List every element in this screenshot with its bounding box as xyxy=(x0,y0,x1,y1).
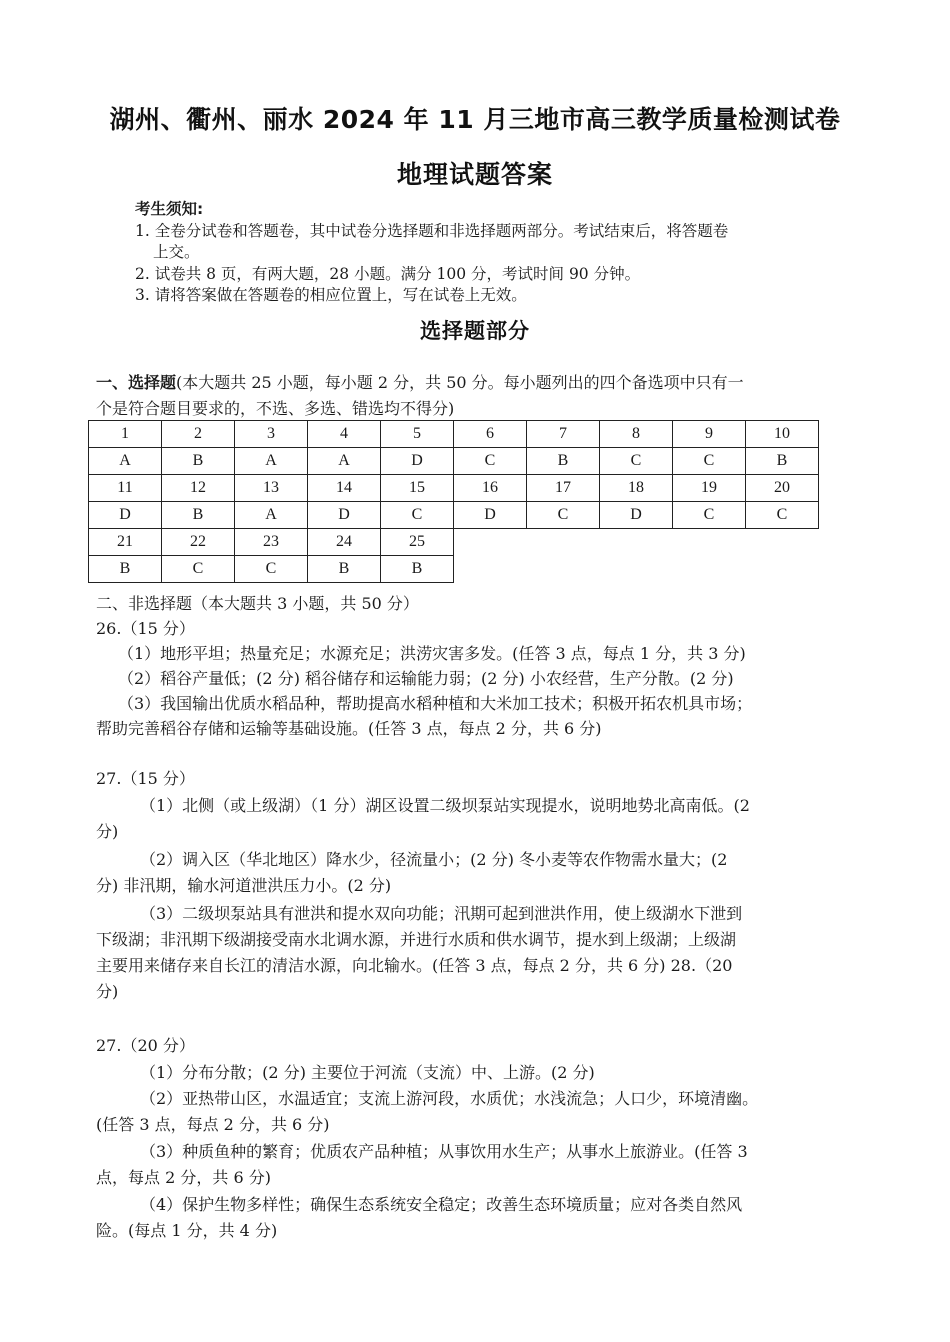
question-number-cell: 4 xyxy=(308,421,381,448)
q27-heading: 27.（15 分） xyxy=(96,769,195,788)
question-number-cell: 16 xyxy=(454,475,527,502)
answer-cell: B xyxy=(746,448,819,475)
answer-cell: D xyxy=(308,502,381,529)
page-subtitle: 地理试题答案 xyxy=(396,160,553,189)
q28-part4-continued: 险。(每点 1 分，共 4 分) xyxy=(96,1221,278,1240)
table-row-question-numbers xyxy=(89,475,819,502)
empty-cell xyxy=(454,529,527,556)
answer-cell: A xyxy=(235,448,308,475)
answer-cell: D xyxy=(89,502,162,529)
notice-item-3: 3. 请将答案做在答题卷的相应位置上，写在试卷上无效。 xyxy=(135,286,527,304)
question-number-cell: 10 xyxy=(746,421,819,448)
empty-cell xyxy=(746,529,819,556)
answer-cell: C xyxy=(673,502,746,529)
question-number-cell: 3 xyxy=(235,421,308,448)
question-number-cell: 15 xyxy=(381,475,454,502)
question-number-cell: 17 xyxy=(527,475,600,502)
answer-cell: D xyxy=(600,502,673,529)
question-number-cell: 7 xyxy=(527,421,600,448)
question-number-cell: 22 xyxy=(162,529,235,556)
q28-heading: 27.（20 分） xyxy=(96,1036,195,1055)
table-row-answers xyxy=(89,448,819,475)
q28-part3-continued: 点，每点 2 分，共 6 分) xyxy=(96,1168,271,1187)
answer-cell: C xyxy=(600,448,673,475)
q27-part1: （1）北侧（或上级湖）（1 分）湖区设置二级坝泵站实现提水，说明地势北高南低。(2 xyxy=(140,796,750,815)
empty-cell xyxy=(673,556,746,583)
q26-part1: （1）地形平坦；热量充足；水源充足；洪涝灾害多发。(任答 3 点，每点 1 分，共 3 分) xyxy=(118,644,746,663)
q27-part3: （3）二级坝泵站具有泄洪和提水双向功能；汛期可起到泄洪作用，使上级湖水下泄到 xyxy=(140,904,743,923)
empty-cell xyxy=(527,529,600,556)
question-number-cell: 14 xyxy=(308,475,381,502)
answer-cell: D xyxy=(381,448,454,475)
answer-table xyxy=(88,420,819,583)
empty-cell xyxy=(673,529,746,556)
answer-cell: B xyxy=(162,448,235,475)
question-number-cell: 11 xyxy=(89,475,162,502)
q27-part2: （2）调入区（华北地区）降水少，径流量小；(2 分) 冬小麦等农作物需水量大；(2 xyxy=(140,850,728,869)
question-number-cell: 8 xyxy=(600,421,673,448)
choice-section-heading xyxy=(96,370,744,393)
question-number-cell: 2 xyxy=(162,421,235,448)
exam-notice xyxy=(135,199,825,307)
nonchoice-section-heading: 二、非选择题（本大题共 3 小题，共 50 分） xyxy=(96,594,419,613)
answer-cell: B xyxy=(89,556,162,583)
question-number-cell: 13 xyxy=(235,475,308,502)
notice-heading: 考生须知: xyxy=(135,200,204,218)
q26-part3: （3）我国输出优质水稻品种，帮助提高水稻种植和大米加工技术；积极开拓农机具市场； xyxy=(118,694,753,713)
notice-item-2: 2. 试卷共 8 页，有两大题，28 小题。满分 100 分，考试时间 90 分钟。 xyxy=(135,264,641,283)
answer-cell: B xyxy=(527,448,600,475)
answer-cell: C xyxy=(381,502,454,529)
table-row-answers xyxy=(89,556,819,583)
table-row-answers xyxy=(89,502,819,529)
question-number-cell: 20 xyxy=(746,475,819,502)
question-number-cell: 5 xyxy=(381,421,454,448)
q28-part3: （3）种质鱼种的繁育；优质农产品种植；从事饮用水生产；从事水上旅游业。(任答 3 xyxy=(140,1142,748,1161)
answer-cell: C xyxy=(527,502,600,529)
empty-cell xyxy=(527,556,600,583)
answer-cell: B xyxy=(381,556,454,583)
page-title: 湖州、衢州、丽水 2024 年 11 月三地市高三教学质量检测试卷 xyxy=(109,105,841,134)
answer-cell: A xyxy=(235,502,308,529)
choice-section-title: 选择题部分 xyxy=(420,319,530,343)
question-number-cell: 12 xyxy=(162,475,235,502)
answer-cell: A xyxy=(308,448,381,475)
answer-cell: C xyxy=(235,556,308,583)
q28-part1: （1）分布分散；(2 分) 主要位于河流（支流）中、上游。(2 分) xyxy=(140,1063,595,1082)
question-number-cell: 19 xyxy=(673,475,746,502)
question-number-cell: 1 xyxy=(89,421,162,448)
choice-heading-text: (本大题共 25 小题，每小题 2 分，共 50 分。每小题列出的四个备选项中只有一 xyxy=(176,373,744,392)
table-row-question-numbers xyxy=(89,421,819,448)
answer-cell: C xyxy=(162,556,235,583)
question-number-cell: 9 xyxy=(673,421,746,448)
question-number-cell: 23 xyxy=(235,529,308,556)
notice-item-1-continued: 上交。 xyxy=(153,243,200,261)
empty-cell xyxy=(454,556,527,583)
q27-part1-continued: 分) xyxy=(96,822,119,841)
question-number-cell: 6 xyxy=(454,421,527,448)
q27-part2-continued: 分) 非汛期，输水河道泄洪压力小。(2 分) xyxy=(96,876,392,895)
q28-part4: （4）保护生物多样性；确保生态系统安全稳定；改善生态环境质量；应对各类自然风 xyxy=(140,1195,743,1214)
q26-part2: （2）稻谷产量低；(2 分) 稻谷储存和运输能力弱；(2 分) 小农经营，生产分散。(2 分) xyxy=(118,669,734,688)
q28-part2-continued: (任答 3 点，每点 2 分，共 6 分) xyxy=(96,1115,330,1134)
empty-cell xyxy=(600,556,673,583)
question-number-cell: 21 xyxy=(89,529,162,556)
table-row-question-numbers xyxy=(89,529,819,556)
answer-cell: B xyxy=(308,556,381,583)
q26-heading: 26.（15 分） xyxy=(96,619,195,638)
notice-item-1: 1. 全卷分试卷和答题卷，其中试卷分选择题和非选择题两部分。考试结束后，将答题卷 xyxy=(135,221,729,240)
empty-cell xyxy=(600,529,673,556)
answer-cell: B xyxy=(162,502,235,529)
q27-part3-line3: 主要用来储存来自长江的清洁水源，向北输水。(任答 3 点，每点 2 分，共 6 分) 28.（20 xyxy=(96,956,733,975)
question-number-cell: 24 xyxy=(308,529,381,556)
answer-cell: C xyxy=(673,448,746,475)
answer-cell: D xyxy=(454,502,527,529)
q27-part3-line2: 下级湖；非汛期下级湖接受南水北调水源，并进行水质和供水调节，提水到上级湖；上级湖 xyxy=(96,930,737,949)
empty-cell xyxy=(746,556,819,583)
question-number-cell: 18 xyxy=(600,475,673,502)
q28-part2: （2）亚热带山区，水温适宜；支流上游河段，水质优；水浅流急；人口少，环境清幽。 xyxy=(140,1089,759,1108)
question-number-cell: 25 xyxy=(381,529,454,556)
q26-part3-continued: 帮助完善稻谷存储和运输等基础设施。(任答 3 点，每点 2 分，共 6 分) xyxy=(96,719,602,738)
choice-heading-line2: 个是符合题目要求的，不选、多选、错选均不得分) xyxy=(96,399,455,418)
answer-cell: A xyxy=(89,448,162,475)
answer-cell: C xyxy=(746,502,819,529)
q27-part3-line4: 分) xyxy=(96,982,119,1001)
answer-cell: C xyxy=(454,448,527,475)
choice-heading-label: 一、选择题 xyxy=(96,373,177,392)
